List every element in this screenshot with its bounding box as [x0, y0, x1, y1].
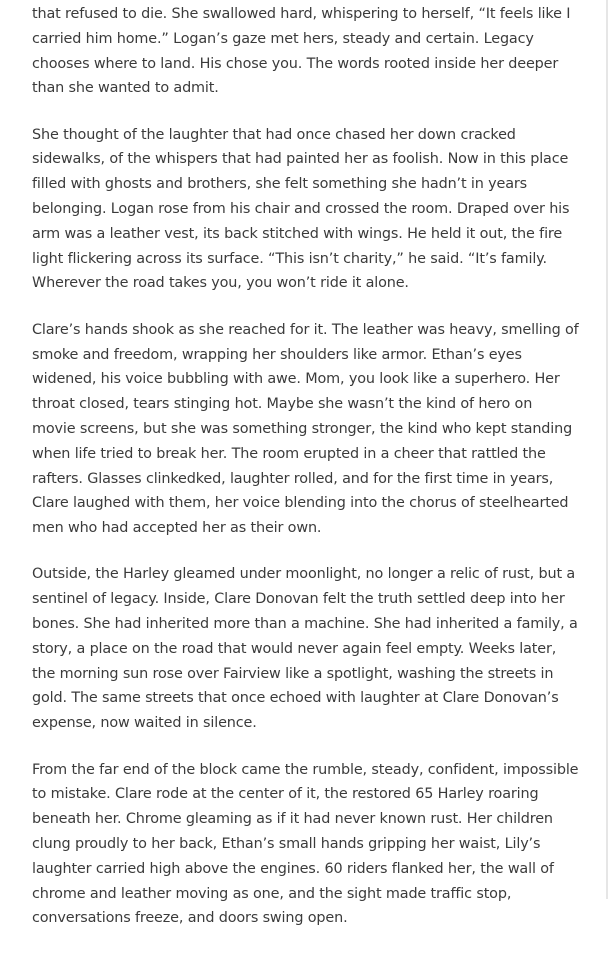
paragraph-5: From the far end of the block came the rumble, steady, confident, impossible to mistake. Clare rode at the center of it, the restored 65 Harley roaring beneath her. Chrome gleaming as if it had never known rust. Her children clung proudly to her back, Ethan’s small hands gripping her waist, Lily’s laughter carried high above the engines. 60 riders flanked her, the wall of chrome and leather moving as one, and the sight made traffic stop, conversations freeze, and doors swing open.: [32, 761, 579, 927]
paragraph-3: Clare’s hands shook as she reached for it. The leather was heavy, smelling of smoke and freedom, wrapping her shoulders like armor. Ethan’s eyes widened, his voice bubbling with awe. Mom, you look like a superhero. Her throat closed, tears stinging hot. Maybe she wasn’t the kind of hero on movie screens, but she was something stronger, the kind who kept standing when life tried to break her. The room erupted in a cheer that rattled the rafters. Glasses clinkedked, laughter rolled, and for the first time in years, Clare laughed with them, her voice blending into the chorus of steelhearted men who had accepted her as their own.: [32, 321, 579, 537]
article-body: [32, 2, 580, 953]
paragraph-4: Outside, the Harley gleamed under moonlight, no longer a relic of rust, but a sentinel of legacy. Inside, Clare Donovan felt the truth settled deep into her bones. She had inherited more than a machine. She had inherited a family, a story, a place on the road that would never again feel empty. Weeks later, the morning sun rose over Fairview like a spotlight, washing the streets in gold. The same streets that once echoed with laughter at Clare Donovan’s expense, now waited in silence.: [32, 566, 578, 732]
paragraph-1: that refused to die. She swallowed hard, whispering to herself, “It feels like I carried him home.” Logan’s gaze met hers, steady and certain. Legacy chooses where to land. His chose you. The words rooted inside her deeper than she wanted to admit.: [32, 6, 571, 97]
paragraph-2: She thought of the laughter that had once chased her down cracked sidewalks, of the whispers that had painted her as foolish. Now in this place filled with ghosts and brothers, she felt something she hadn’t in years belonging. Logan rose from his chair and crossed the room. Draped over his arm was a leather vest, its back stitched with wings. He held it out, the fire light flickering across its surface. “This isn’t charity,” he said. “It’s family. Wherever the road takes you, you won’t ride it alone.: [32, 126, 570, 292]
